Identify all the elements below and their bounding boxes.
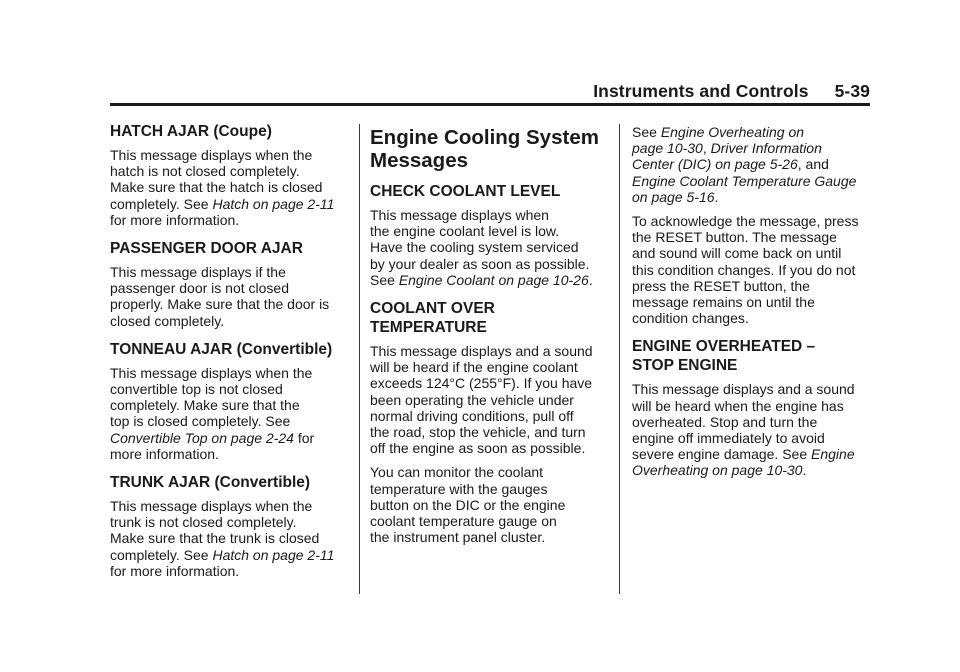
text-line: the engine coolant level is low. xyxy=(370,223,560,240)
text-line: the instrument panel cluster. xyxy=(370,529,546,546)
text-line: trunk is not closed completely. xyxy=(110,514,297,531)
column-divider-1 xyxy=(359,124,360,594)
section-check-coolant-level xyxy=(370,182,606,288)
cross-reference[interactable]: Driver Information xyxy=(710,140,822,157)
text-line: This message displays and a sound xyxy=(370,343,593,360)
title-line: Engine Cooling System xyxy=(370,126,599,149)
text-line xyxy=(632,446,872,462)
text-line: more information. xyxy=(110,445,219,462)
paragraph xyxy=(110,264,345,329)
paragraph-see-also xyxy=(632,124,872,205)
cross-reference[interactable]: Engine Coolant Temperature Gauge xyxy=(632,172,857,189)
text-line: condition changes. xyxy=(632,310,749,327)
text-fragment: See xyxy=(632,124,661,140)
section-title: Instruments and Controls xyxy=(593,81,809,101)
text-line xyxy=(632,124,872,140)
text-line: for more information. xyxy=(110,211,240,228)
text-line xyxy=(110,547,345,563)
section-tonneau-ajar xyxy=(110,340,345,462)
text-line: by your dealer as soon as possible. xyxy=(370,255,590,272)
section-engine-overheated xyxy=(632,337,872,478)
text-fragment: , and xyxy=(797,156,829,173)
text-fragment: See xyxy=(370,271,399,288)
column-divider-2 xyxy=(619,124,620,594)
paragraph xyxy=(632,381,872,478)
text-line: completely. Make sure that the xyxy=(110,397,300,414)
text-line: for more information. xyxy=(110,562,240,579)
section-heading: HATCH AJAR (Coupe) xyxy=(110,123,272,140)
text-line: press the RESET button, the xyxy=(632,277,810,294)
text-line xyxy=(632,462,872,478)
text-line xyxy=(632,140,872,156)
text-line: This message displays if the xyxy=(110,264,286,281)
column-1 xyxy=(110,122,345,587)
text-line: button on the DIC or the engine xyxy=(370,496,566,513)
section-passenger-door-ajar xyxy=(110,239,345,329)
text-line: exceeds 124°C (255°F). If you have xyxy=(370,375,593,392)
text-fragment: severe engine damage. See xyxy=(632,446,812,463)
text-line: Make sure that the hatch is closed xyxy=(110,179,323,196)
text-line: This message displays when the xyxy=(110,498,313,515)
section-heading: PASSENGER DOOR AJAR xyxy=(110,240,303,258)
column-2 xyxy=(370,122,606,553)
section-trunk-ajar xyxy=(110,473,345,579)
text-line xyxy=(632,189,872,205)
text-line: this condition changes. If you do not xyxy=(632,261,856,278)
text-line: This message displays when xyxy=(370,207,549,223)
text-fragment: . xyxy=(588,271,593,288)
page-header xyxy=(110,80,870,102)
text-line: overheated. Stop and turn the xyxy=(632,413,818,430)
section-hatch-ajar xyxy=(110,122,345,228)
heading-line: STOP ENGINE xyxy=(632,357,738,375)
text-line: This message displays when the xyxy=(110,364,313,381)
column-3 xyxy=(632,124,872,487)
text-line: convertible top is not closed xyxy=(110,381,283,398)
text-line: closed completely. xyxy=(110,312,225,329)
cross-reference[interactable]: Overheating on page 10-30 xyxy=(632,462,803,479)
text-line: been operating the vehicle under xyxy=(370,391,574,408)
text-fragment: , xyxy=(702,140,711,157)
section-heading xyxy=(632,337,872,375)
paragraph xyxy=(370,464,606,545)
text-line: properly. Make sure that the door is xyxy=(110,296,330,313)
text-fragment: . xyxy=(802,462,807,479)
text-line: This message displays when the xyxy=(110,147,313,163)
text-line: top is closed completely. See xyxy=(110,413,291,430)
paragraph xyxy=(110,365,345,462)
heading-line: COOLANT OVER xyxy=(370,300,495,318)
text-line: hatch is not closed completely. xyxy=(110,163,300,180)
text-line xyxy=(632,173,872,189)
header-rule xyxy=(110,103,870,106)
cross-reference[interactable]: Engine Coolant on page 10-26 xyxy=(398,271,589,288)
section-heading: CHECK COOLANT LEVEL xyxy=(370,183,561,200)
text-fragment: . xyxy=(714,188,719,205)
cross-reference[interactable]: Center (DIC) on page 5-26 xyxy=(632,156,798,173)
text-fragment: completely. See xyxy=(110,195,213,212)
paragraph-acknowledge xyxy=(632,213,872,326)
text-fragment: completely. See xyxy=(110,546,213,563)
section-heading: TRUNK AJAR (Convertible) xyxy=(110,474,311,492)
text-line: will be heard when the engine has xyxy=(632,397,844,414)
text-line: normal driving conditions, pull off xyxy=(370,407,574,424)
paragraph xyxy=(370,343,606,456)
text-line: Make sure that the trunk is closed xyxy=(110,530,320,547)
text-line xyxy=(632,156,872,172)
cross-reference[interactable]: Hatch on page 2-11 xyxy=(212,546,335,563)
text-line xyxy=(370,272,606,288)
text-line: Have the cooling system serviced xyxy=(370,239,579,256)
text-fragment: for xyxy=(293,429,315,446)
text-line: and sound will come back on until xyxy=(632,245,842,262)
text-line: This message displays and a sound xyxy=(632,381,855,398)
major-section-title xyxy=(370,126,606,172)
cross-reference[interactable]: Convertible Top on page 2-24 xyxy=(110,429,294,446)
section-coolant-over-temperature xyxy=(370,299,606,545)
text-line: engine off immediately to avoid xyxy=(632,430,825,447)
text-line: temperature with the gauges xyxy=(370,480,548,497)
text-line: the road, stop the vehicle, and turn xyxy=(370,424,586,441)
section-heading: TONNEAU AJAR (Convertible) xyxy=(110,340,333,358)
text-line xyxy=(110,430,345,446)
cross-reference[interactable]: page 10-30 xyxy=(632,140,703,157)
cross-reference[interactable]: Engine Overheating on xyxy=(660,124,805,140)
text-line: coolant temperature gauge on xyxy=(370,513,557,530)
page-number: 5-39 xyxy=(834,81,870,101)
heading-line: TEMPERATURE xyxy=(370,319,487,337)
paragraph xyxy=(110,498,345,579)
text-line xyxy=(110,196,345,212)
text-line: the RESET button. The message xyxy=(632,229,837,246)
text-line: passenger door is not closed xyxy=(110,280,289,297)
cross-reference[interactable]: Hatch on page 2-11 xyxy=(212,195,335,212)
heading-line: ENGINE OVERHEATED – xyxy=(632,338,816,356)
text-line: will be heard if the engine coolant xyxy=(370,359,578,376)
text-line: You can monitor the coolant xyxy=(370,464,544,481)
paragraph xyxy=(370,207,606,288)
text-line: off the engine as soon as possible. xyxy=(370,440,586,457)
paragraph xyxy=(110,147,345,228)
title-line: Messages xyxy=(370,149,469,172)
cross-reference[interactable]: on page 5-16 xyxy=(632,188,715,205)
text-line: To acknowledge the message, press xyxy=(632,213,859,230)
cross-reference[interactable]: Engine xyxy=(811,446,855,463)
section-heading xyxy=(370,299,606,337)
text-line: message remains on until the xyxy=(632,294,815,311)
